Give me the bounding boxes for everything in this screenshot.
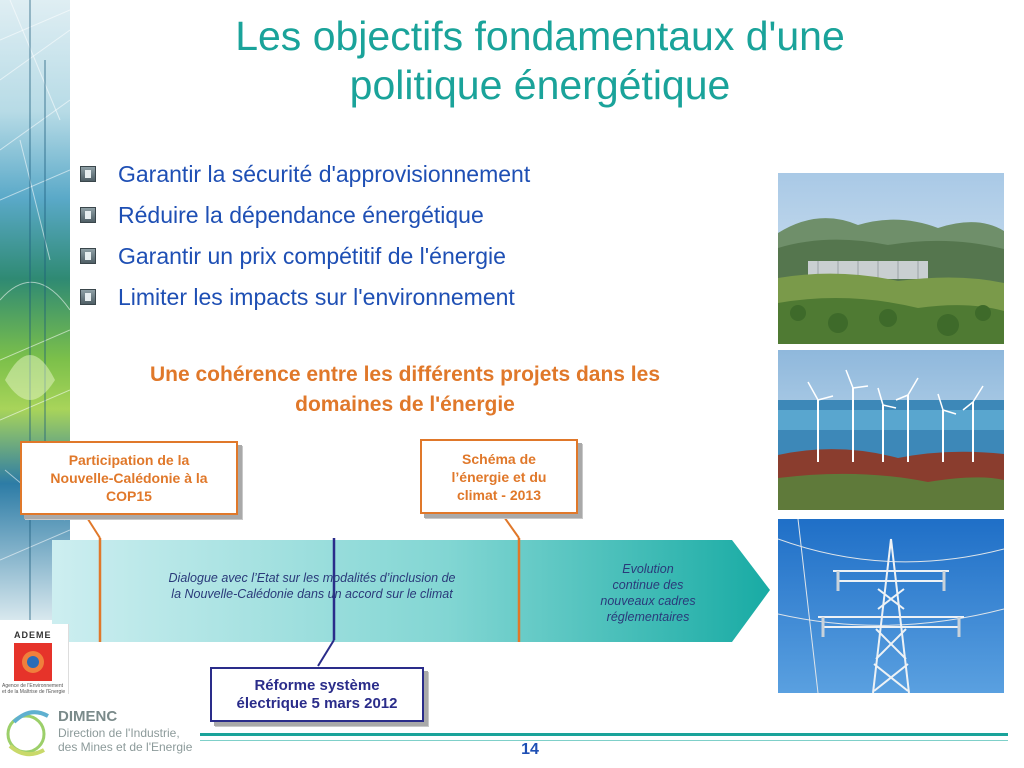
ademe-emblem-icon xyxy=(14,643,52,681)
evolution-line3: nouveaux cadres xyxy=(600,594,696,608)
coherence-heading xyxy=(80,360,730,420)
ademe-caption: Agence de l'Environnement et de la Maîtrise de l'Energie xyxy=(2,683,66,695)
bullet-text: Limiter les impacts sur l'environnement xyxy=(118,284,515,310)
footer-divider xyxy=(200,733,1008,736)
reforme-line2: électrique 5 mars 2012 xyxy=(236,694,398,712)
coherence-heading-line1: Une cohérence entre les différents projets dans les xyxy=(149,363,660,386)
slide-title-line2: politique énergétique xyxy=(349,62,731,108)
bullet-text: Réduire la dépendance énergétique xyxy=(118,202,484,228)
list-item xyxy=(80,238,720,279)
reforme-callout xyxy=(210,667,424,722)
schema-connector xyxy=(502,514,519,538)
schema-line3: climat - 2013 xyxy=(456,486,542,503)
square-bullet-icon xyxy=(80,289,96,305)
evolution-line1: Evolution xyxy=(622,562,674,576)
dam-landscape-photo xyxy=(778,173,1004,344)
cop15-callout xyxy=(20,441,238,515)
bullet-text: Garantir la sécurité d'approvisionnement xyxy=(118,161,531,187)
dialogue-line2: la Nouvelle-Calédonie dans un accord sur le climat xyxy=(171,587,453,601)
evolution-text xyxy=(580,561,716,625)
cop15-connector xyxy=(86,516,100,538)
dam-landscape-illustration xyxy=(778,173,1004,344)
power-pylon-illustration xyxy=(778,519,1004,693)
footer-divider-thin xyxy=(200,740,1008,741)
cop15-line3: COP15 xyxy=(106,488,152,504)
ademe-logo xyxy=(0,624,69,694)
schema-callout xyxy=(420,439,578,514)
cop15-line2: Nouvelle-Calédonie à la xyxy=(50,470,208,486)
dimenc-emblem-icon xyxy=(4,702,56,762)
power-pylon-photo xyxy=(778,519,1004,693)
reforme-connector xyxy=(318,640,334,666)
dimenc-logo xyxy=(0,696,200,768)
list-item xyxy=(80,156,720,197)
dialogue-line1: Dialogue avec l’Etat sur les modalités d’inclusion de xyxy=(168,571,456,585)
wind-turbines-photo xyxy=(778,350,1004,510)
schema-line2: l’énergie et du xyxy=(451,468,547,485)
reforme-line1: Réforme système xyxy=(254,676,380,694)
bullet-text: Garantir un prix compétitif de l'énergie xyxy=(118,243,506,269)
square-bullet-icon xyxy=(80,248,96,264)
square-bullet-icon xyxy=(80,207,96,223)
page-number: 14 xyxy=(521,741,539,758)
slide-title-line1: Les objectifs fondamentaux d'une xyxy=(235,13,845,59)
list-item xyxy=(80,279,720,320)
list-item xyxy=(80,197,720,238)
wind-turbines-illustration xyxy=(778,350,1004,510)
dimenc-subtitle-line1: Direction de l'Industrie, xyxy=(58,726,180,740)
dimenc-wordmark: DIMENC xyxy=(58,708,118,725)
cop15-line1: Participation de la xyxy=(68,452,190,468)
evolution-line2: continue des xyxy=(612,578,684,592)
square-bullet-icon xyxy=(80,166,96,182)
dialogue-text xyxy=(120,570,504,602)
ademe-wordmark: ADEME xyxy=(14,630,52,640)
dimenc-subtitle-line2: des Mines et de l'Energie xyxy=(58,740,193,754)
evolution-line4: réglementaires xyxy=(606,610,690,624)
schema-line1: Schéma de xyxy=(462,450,536,467)
coherence-heading-line2: domaines de l'énergie xyxy=(295,393,515,416)
objectives-list xyxy=(80,156,720,320)
slide-title xyxy=(110,12,970,110)
